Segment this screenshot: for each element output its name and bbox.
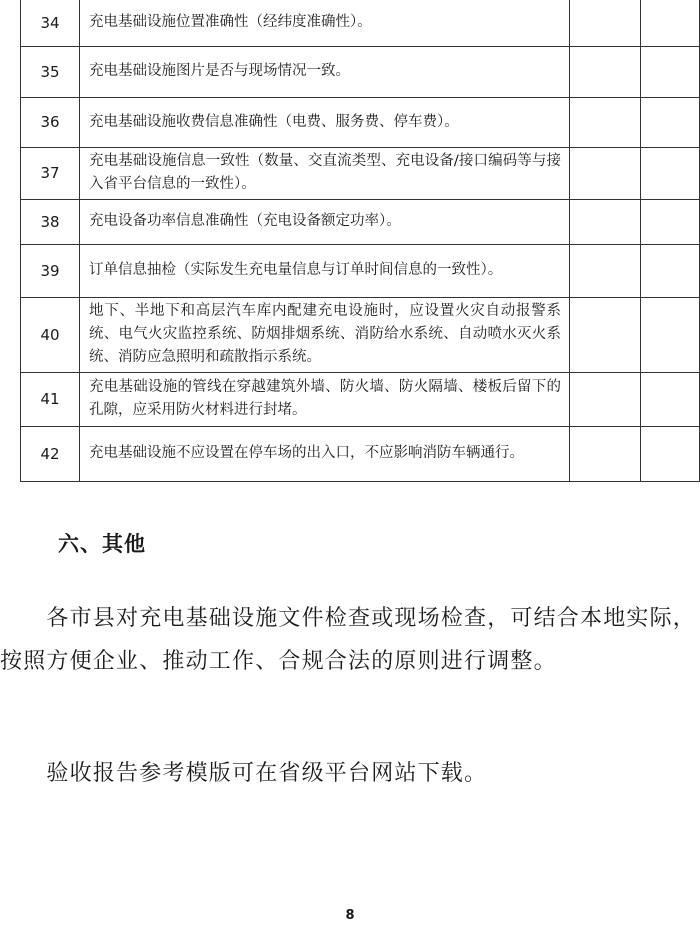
- remark-cell: [641, 297, 700, 372]
- remark-cell: [641, 199, 700, 244]
- result-cell: [570, 97, 641, 147]
- row-number: 37: [21, 147, 80, 199]
- checklist-table-body: [21, 0, 700, 481]
- row-number: 42: [21, 426, 80, 481]
- inspection-item: 充电设备功率信息准确性（充电设备额定功率）。: [80, 199, 570, 244]
- result-cell: [570, 372, 641, 426]
- remark-cell: [641, 0, 700, 46]
- inspection-item: 充电基础设施图片是否与现场情况一致。: [80, 46, 570, 97]
- result-cell: [570, 147, 641, 199]
- table-row: [21, 199, 700, 244]
- page-number: 8: [345, 908, 355, 923]
- table-row: [21, 147, 700, 199]
- paragraph-template-download: 验收报告参考模版可在省级平台网站下载。: [0, 761, 488, 786]
- result-cell: [570, 199, 641, 244]
- inspection-item: 充电基础设施收费信息准确性（电费、服务费、停车费）。: [80, 97, 570, 147]
- inspection-item: 充电基础设施位置准确性（经纬度准确性）。: [80, 0, 570, 46]
- table-row: [21, 244, 700, 297]
- section-heading: 六、其他: [58, 532, 146, 556]
- remark-cell: [641, 46, 700, 97]
- result-cell: [570, 297, 641, 372]
- remark-cell: [641, 372, 700, 426]
- result-cell: [570, 46, 641, 97]
- table-row: [21, 0, 700, 46]
- table-row: [21, 372, 700, 426]
- table-row: [21, 426, 700, 481]
- inspection-item: 订单信息抽检（实际发生充电量信息与订单时间信息的一致性）。: [80, 244, 570, 297]
- row-number: 36: [21, 97, 80, 147]
- table-row: [21, 97, 700, 147]
- row-number: 35: [21, 46, 80, 97]
- remark-cell: [641, 244, 700, 297]
- remark-cell: [641, 147, 700, 199]
- result-cell: [570, 244, 641, 297]
- inspection-item: 充电基础设施的管线在穿越建筑外墙、防火墙、防火隔墙、楼板后留下的孔隙，应采用防火材料进行封堵。: [80, 372, 570, 426]
- paragraph-adjustment: 各市县对充电基础设施文件检查或现场检查，可结合本地实际，按照方便企业、推动工作、合规合法的原则进行调整。: [0, 606, 697, 674]
- row-number: 40: [21, 297, 80, 372]
- inspection-item: 地下、半地下和高层汽车库内配建充电设施时，应设置火灾自动报警系统、电气火灾监控系统、防烟排烟系统、消防给水系统、自动喷水灭火系统、消防应急照明和疏散指示系统。: [80, 297, 570, 372]
- table-row: [21, 46, 700, 97]
- result-cell: [570, 426, 641, 481]
- remark-cell: [641, 97, 700, 147]
- inspection-item: 充电基础设施不应设置在停车场的出入口，不应影响消防车辆通行。: [80, 426, 570, 481]
- inspection-item: 充电基础设施信息一致性（数量、交直流类型、充电设备/接口编码等与接入省平台信息的一致性）。: [80, 147, 570, 199]
- table-row: [21, 297, 700, 372]
- row-number: 41: [21, 372, 80, 426]
- result-cell: [570, 0, 641, 46]
- checklist-table: [20, 0, 700, 482]
- row-number: 34: [21, 0, 80, 46]
- remark-cell: [641, 426, 700, 481]
- row-number: 39: [21, 244, 80, 297]
- row-number: 38: [21, 199, 80, 244]
